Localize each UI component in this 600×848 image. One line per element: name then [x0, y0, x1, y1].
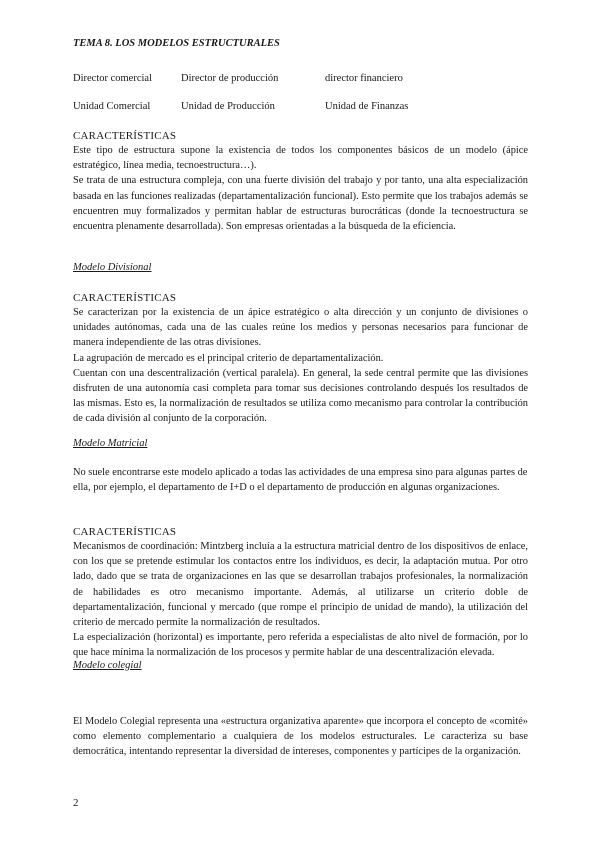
text-line: La agrupación de mercado es el principal criterio de departamentalización. — [73, 352, 384, 364]
section-title-colegial: Modelo colegial — [73, 660, 142, 671]
cell-director-comercial: Director comercial — [73, 73, 152, 84]
text-line: Cuentan con una descentralización (vertical paralela). En general, la sede central permite que las divisiones disfruten de una autonomía casi completa para tomar sus decisiones controlando después los resultados de las mismas. Esto es, la normalización de resultados se utiliza como mecanismo para controlar la contribución de cada división al conjunto de la corporación. — [73, 367, 528, 425]
text-line: El Modelo Colegial representa una «estructura organizativa aparente» que incorpora el concepto de «comité» como elemento complementario a cualquiera de los modelos estructurales. Le caracteriza su base democrática, intentando representar la diversidad de intereses, componentes y partícipes de la organización. — [73, 716, 528, 758]
cell-unidad-finanzas: Unidad de Finanzas — [325, 101, 409, 112]
cell-unidad-comercial: Unidad Comercial — [73, 101, 151, 112]
text-line: Mecanismos de coordinación: Mintzberg incluía a la estructura matricial dentro de los dispositivos de enlace, con los que se pretende estimular los contactos entre los individuos, es decir, la adaptación mutua. Por otro lado, dado que se trata de organizaciones en las que se desarrollan trabajos profesionales, la normalización de habilidades es otro mecanismo importante. Además, al utilizarse un criterio doble de departamentalización, funcional y mercado (que rompe el principio de unidad de mando), la utilización del criterio de mercado permite la normalización de resultados. — [73, 541, 528, 629]
text-line: Se trata de una estructura compleja, con una fuerte división del trabajo y por tanto, una alta especialización basada en las funciones realizadas (departamentalización funcional). Esto permite que los trabajos además se encuentren muy formalizados y permitan hablar de estructuras burocráticas (donde la tecnoestructura se encuentra plenamente desarrollada). Son empresas orientadas a la búsqueda de la eficiencia. — [73, 175, 528, 233]
paragraph — [73, 465, 528, 495]
paragraph — [73, 539, 528, 661]
paragraph — [73, 714, 528, 760]
text-line: Este tipo de estructura supone la existencia de todos los componentes básicos de un modelo (ápice estratégico, línea media, tecnoestructura…). — [73, 145, 528, 172]
page-number: 2 — [73, 797, 79, 809]
section-title-divisional: Modelo Divisional — [73, 262, 152, 273]
section-title-matricial: Modelo Matricial — [73, 438, 148, 449]
text-line: La especialización (horizontal) es importante, pero referida a especialistas de alto nivel de formación, por lo que hace mínima la normalización de los procesos y permite hablar de una descentralización elevada. — [73, 632, 528, 659]
paragraph — [73, 305, 528, 427]
section-heading: CARACTERÍSTICAS — [73, 292, 177, 304]
text-line: Se caracterizan por la existencia de un ápice estratégico o alta dirección y un conjunto de divisiones o unidades autónomas, cada una de las cuales reúne los medios y personas necesarios para funcionar de manera independiente de las otras divisiones. — [73, 307, 528, 349]
text-line: No suele encontrarse este modelo aplicado a todas las actividades de una empresa sino para algunas partes de ella, por ejemplo, el departamento de I+D o el departamento de producción en algunas organizaciones. — [73, 467, 528, 494]
cell-unidad-produccion: Unidad de Producción — [181, 101, 275, 112]
paragraph — [73, 143, 528, 234]
page-header: TEMA 8. LOS MODELOS ESTRUCTURALES — [73, 38, 280, 49]
cell-director-financiero: director financiero — [325, 73, 403, 84]
cell-director-produccion: Director de producción — [181, 73, 279, 84]
section-heading: CARACTERÍSTICAS — [73, 130, 177, 142]
section-heading: CARACTERÍSTICAS — [73, 526, 177, 538]
